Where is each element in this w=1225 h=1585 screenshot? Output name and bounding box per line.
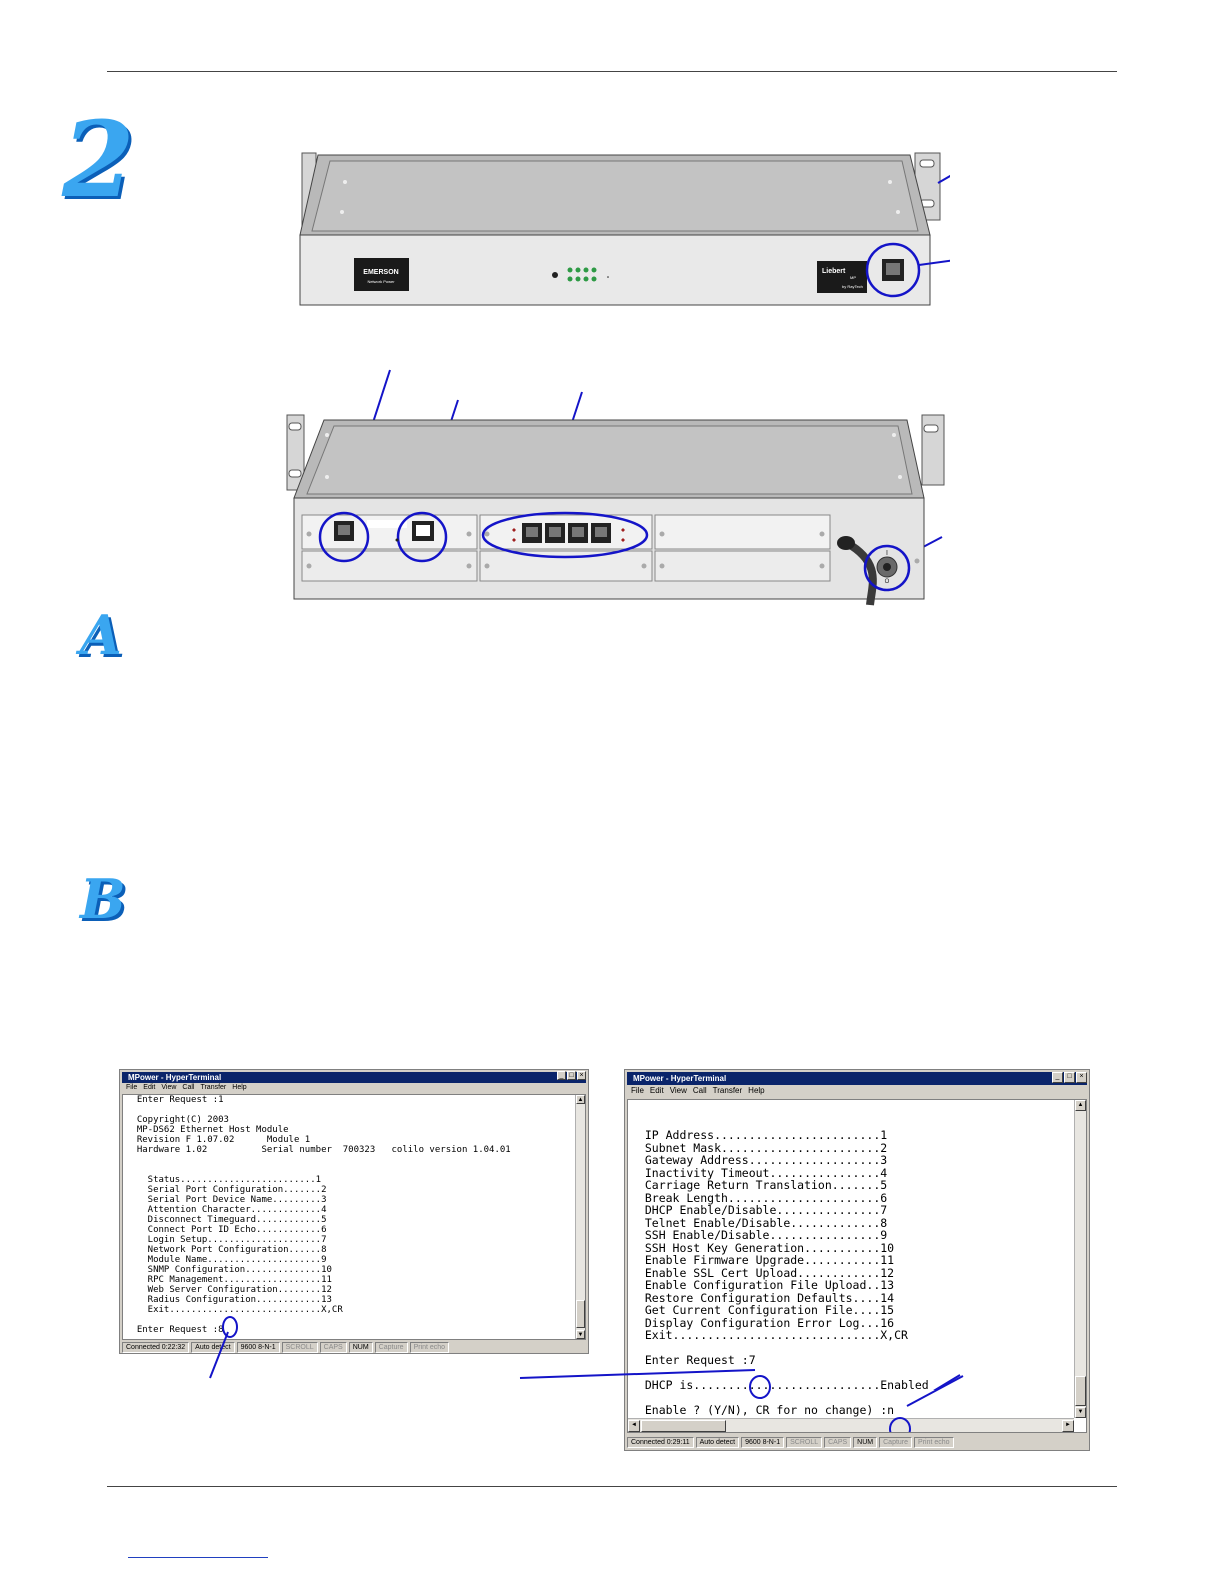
svg-text:by RayTech: by RayTech: [842, 284, 863, 289]
minimize-button[interactable]: _: [1052, 1072, 1063, 1083]
scroll-thumb[interactable]: [576, 1300, 585, 1328]
menu-bar: [122, 1083, 586, 1093]
menu-edit[interactable]: Edit: [143, 1084, 156, 1091]
terminal-output[interactable]: [122, 1094, 586, 1340]
window-title: MPower - HyperTerminal: [627, 1072, 1087, 1085]
menu-call[interactable]: Call: [692, 1086, 707, 1095]
menu-bar: [627, 1085, 1087, 1097]
status-bar: Connected 0:22:32 Auto detect 9600 8-N-1 SCROLL CAPS NUM Capture Print echo: [122, 1342, 586, 1353]
terminal-text: Enter Request :1 Copyright(C) 2003 MP-DS62 Ethernet Host Module Revision F 1.07.02 Module 1 Hardware 1.02 Serial number 700323 colilo version 1.04.01 Status.........................1 Serial Port Configuration.......2 Serial Port Device Name.........3 Attention Character.............4 Disconnect Timeguard............5 Connect Port ID Echo............6 Login Setup.....................7 Network Port Configuration......8 Module Name.....................9 SNMP Configuration..............10 RPC Management..................11 Web Server Configuration........12 Radius Configuration............13 Exit............................X,CR Enter Request :8: [136, 1095, 511, 1335]
scroll-up-button[interactable]: ▲: [1075, 1100, 1086, 1111]
svg-text:Network Power: Network Power: [367, 279, 395, 284]
hscroll-thumb[interactable]: [641, 1420, 726, 1432]
header-rule: [107, 71, 1117, 72]
menu-transfer[interactable]: Transfer: [712, 1086, 743, 1095]
scroll-down-button[interactable]: ▼: [1075, 1407, 1086, 1418]
device-front-illustration: [290, 145, 950, 315]
device-rear-illustration: [282, 365, 962, 610]
step-letter-a: A: [80, 603, 122, 667]
terminal-callouts: [200, 1330, 1000, 1390]
vertical-scrollbar[interactable]: [1074, 1100, 1086, 1418]
svg-text:I: I: [886, 550, 888, 557]
svg-text:MP: MP: [850, 275, 856, 280]
minimize-button[interactable]: _: [557, 1071, 566, 1080]
svg-text:O: O: [884, 579, 890, 585]
hyperterminal-window-1[interactable]: [119, 1069, 589, 1354]
window-title: MPower - HyperTerminal: [122, 1072, 586, 1083]
hyperterminal-window-2[interactable]: [624, 1069, 1090, 1451]
menu-call[interactable]: Call: [182, 1084, 195, 1091]
menu-help[interactable]: Help: [232, 1084, 247, 1091]
step-letter-b: B: [80, 867, 126, 931]
terminal-text: IP Address........................1 Subnet Mask.......................2 Gateway Address...................3 Inactivity Timeout................4 Carriage Return Translation.......5 Break Length......................6 DHCP Enable/Disable...............7 Telnet Enable/Disable.............8 SSH Enable/Disable................9 SSH Host Key Generation...........10 Enable Firmware Upgrade...........11 Enable SSL Cert Upload............12 Enable Configuration File Upload..13 Restore Configuration Defaults....14 Get Current Configuration File....15 Display Configuration Error Log...16 Exit..............................X,CR Enter Request :7 DHCP is...........................Enabled Enable ? (Y/N), CR for no change) :n: [644, 1128, 929, 1417]
horizontal-scrollbar[interactable]: [628, 1418, 1074, 1432]
section-number: 2: [62, 98, 135, 221]
serial-port-group: [512, 523, 625, 543]
scroll-left-button[interactable]: ◄: [628, 1420, 640, 1432]
maximize-button[interactable]: □: [1064, 1072, 1075, 1083]
menu-edit[interactable]: Edit: [649, 1086, 664, 1095]
status-bar: Connected 0:29:11 Auto detect 9600 8-N-1 SCROLL CAPS NUM Capture Print echo: [627, 1437, 1087, 1448]
menu-help[interactable]: Help: [748, 1086, 765, 1095]
menu-transfer[interactable]: Transfer: [200, 1084, 227, 1091]
close-button[interactable]: ×: [1076, 1072, 1087, 1083]
svg-text:Liebert: Liebert: [822, 268, 846, 275]
menu-view[interactable]: View: [161, 1084, 177, 1091]
menu-file[interactable]: File: [631, 1086, 644, 1095]
footer-rule: [107, 1486, 1117, 1487]
scroll-thumb[interactable]: [1075, 1376, 1086, 1406]
svg-text:EMERSON: EMERSON: [363, 269, 399, 276]
vertical-scrollbar[interactable]: [575, 1095, 585, 1339]
close-button[interactable]: ×: [577, 1071, 586, 1080]
scroll-down-button[interactable]: ▼: [577, 1332, 584, 1338]
scroll-up-button[interactable]: ▲: [577, 1097, 584, 1103]
footer-link-underline: [128, 1557, 268, 1558]
scroll-right-button[interactable]: ►: [1062, 1420, 1074, 1432]
menu-file[interactable]: File: [126, 1084, 138, 1091]
menu-view[interactable]: View: [669, 1086, 687, 1095]
maximize-button[interactable]: □: [567, 1071, 576, 1080]
